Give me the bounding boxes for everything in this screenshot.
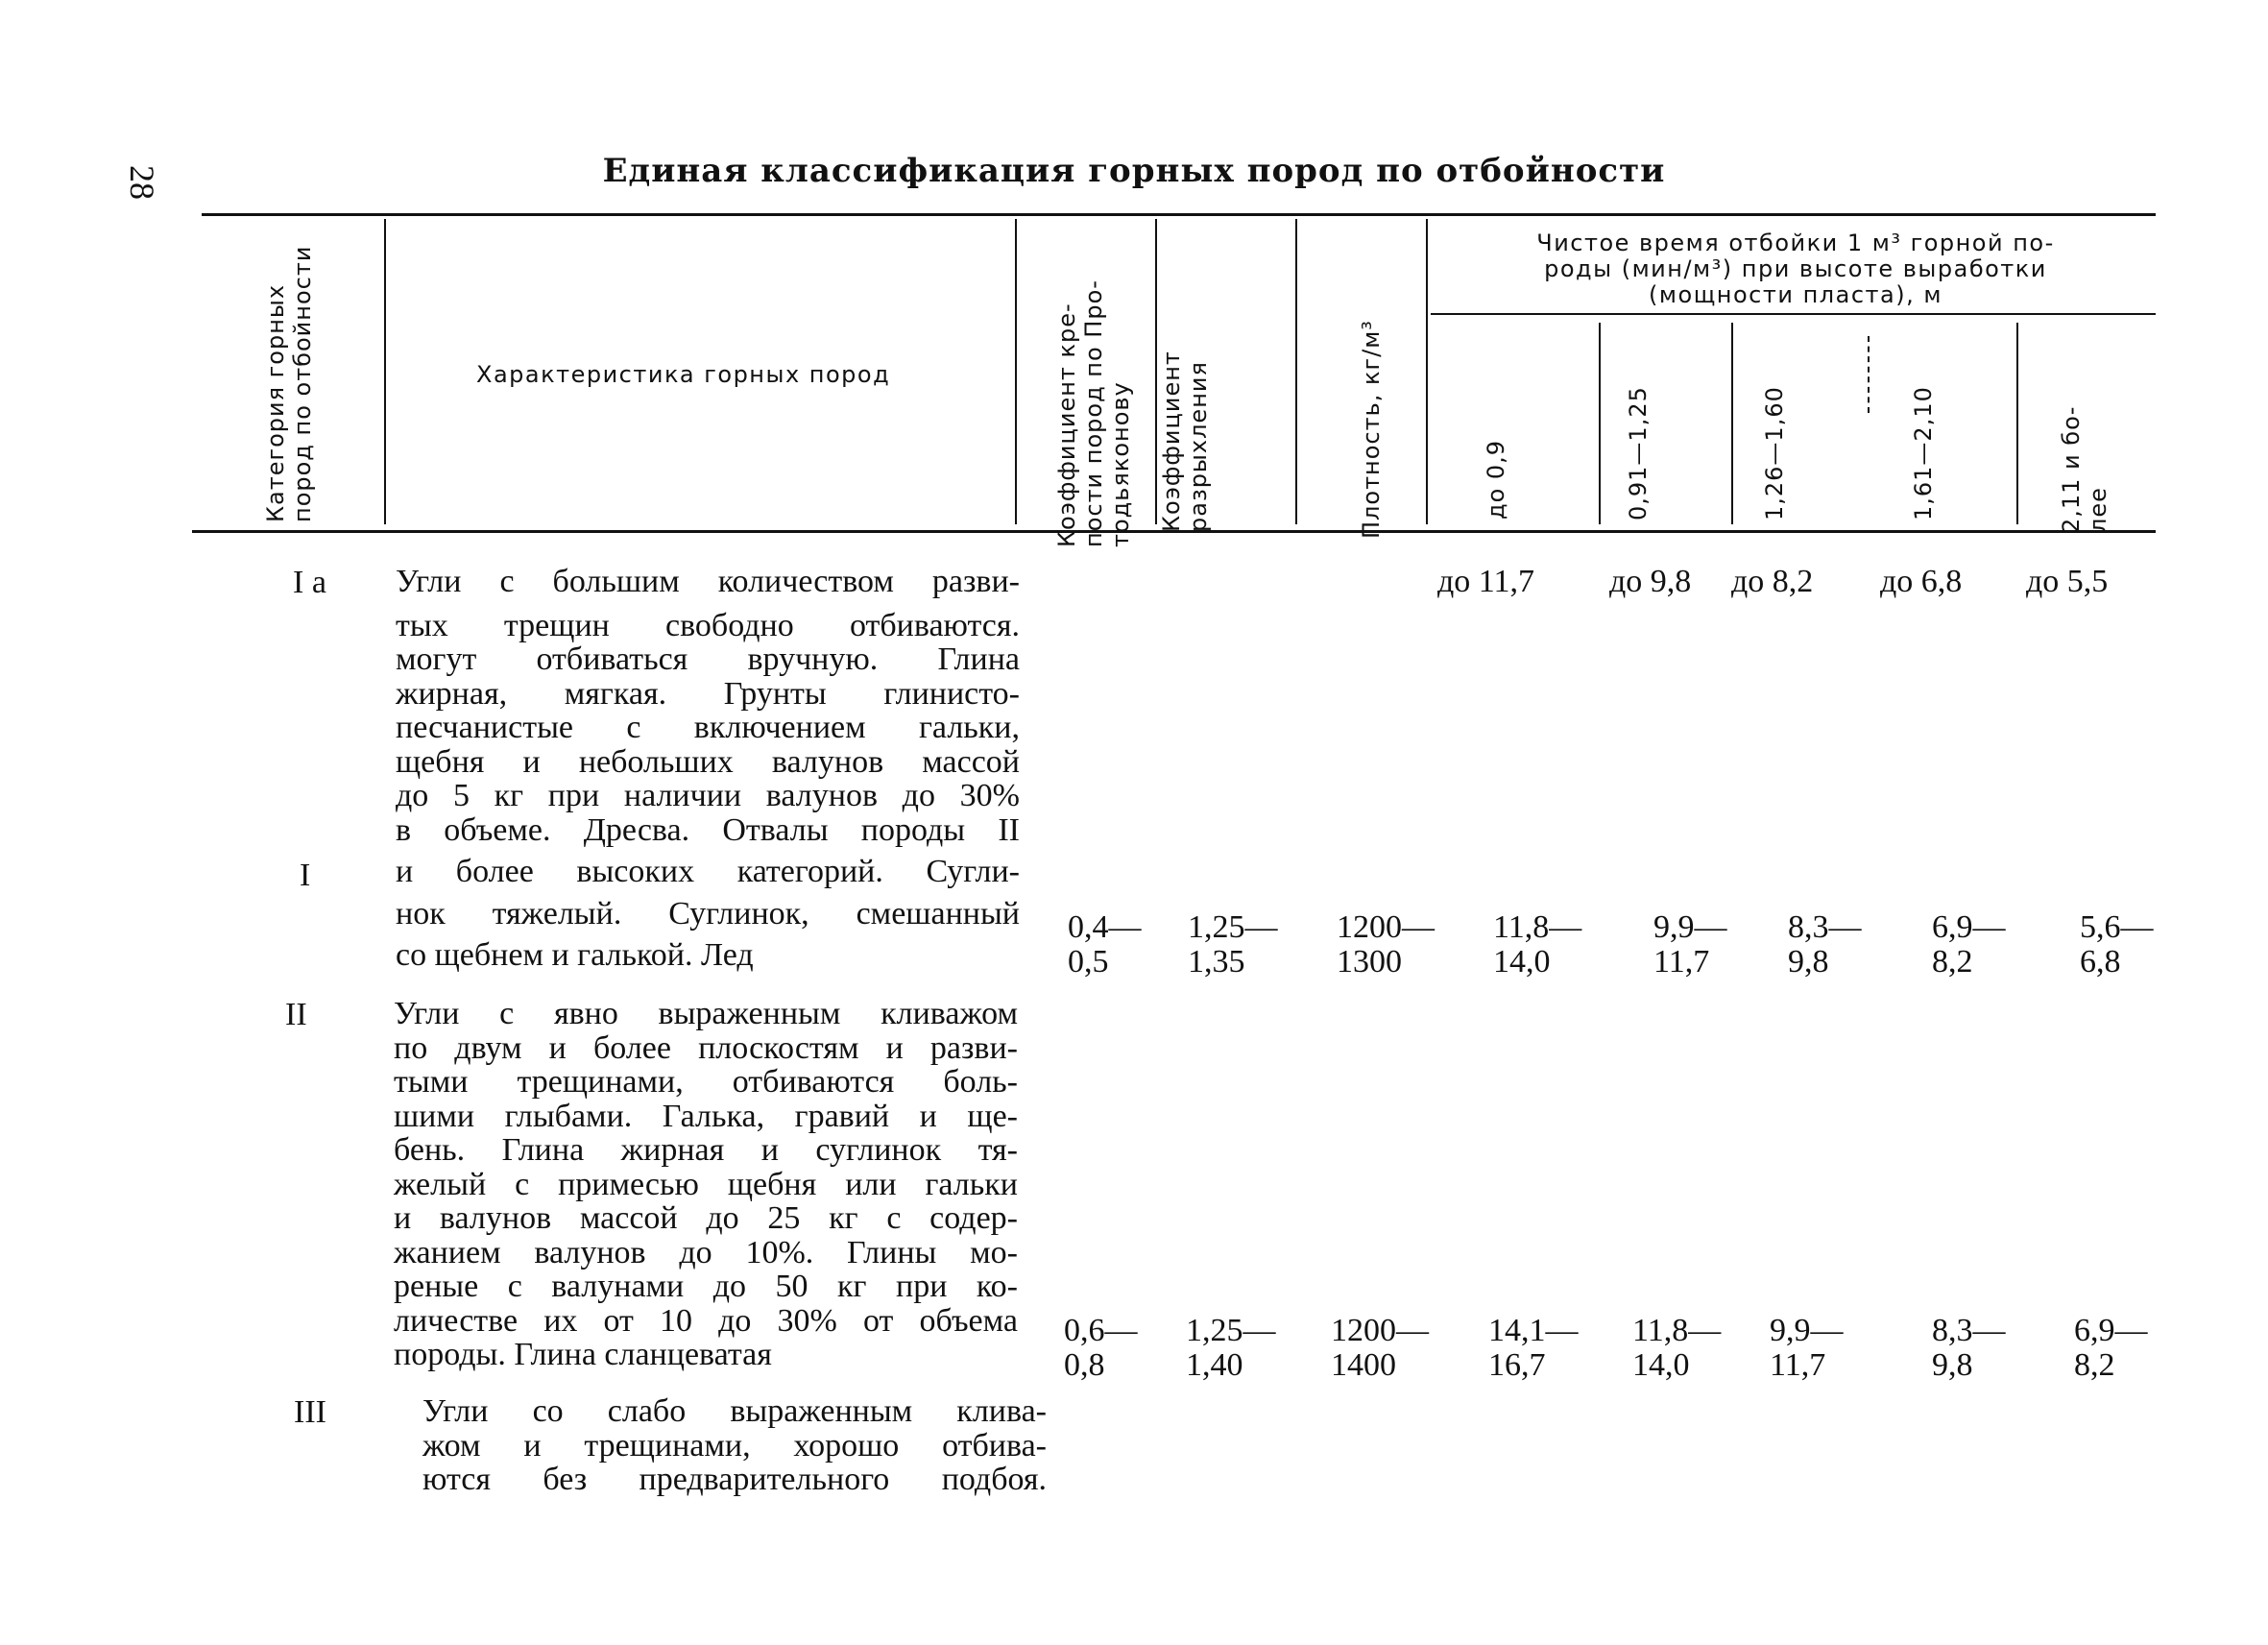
row-2-density: 1200— 1400 — [1331, 1313, 1429, 1383]
row-2-time-4: 8,3— 9,8 — [1932, 1313, 2006, 1383]
col-sep-3 — [1155, 219, 1157, 524]
row-1-top-time-1: до 11,7 — [1437, 564, 1535, 599]
row-2-time-3: 9,9— 11,7 — [1770, 1313, 1844, 1383]
row-1-top-time-5: до 5,5 — [2026, 564, 2109, 599]
category-ia: I а — [293, 565, 326, 600]
header-category: Категория горных пород по отбойности — [262, 245, 316, 522]
header-time-col-4: 1,61—2,10 — [1910, 386, 1937, 520]
col-sep-1 — [384, 219, 386, 524]
row-1-description: Угли с большим количеством разви- тых трещин свободно отбиваются. могут отбиваться вручную. Глина жирная, мягкая. Грунты глинисто- песчанистые с включением гальки, щебня и небольших валунов массой до 5 кг при наличии валунов до 30% в объеме. Дресва. Отвалы породы II и более высоких категорий. Сугли- нок тяжелый. Суглинок, смешанный со щебнем и галькой. Лед — [396, 564, 1020, 973]
row-2-time-1: 14,1— 16,7 — [1488, 1313, 1579, 1383]
col-sep-5 — [1426, 219, 1428, 524]
col-sep-9 — [2016, 323, 2018, 524]
header-time-col-1: до 0,9 — [1483, 439, 1509, 520]
row-1-loosening: 1,25— 1,35 — [1188, 909, 1278, 980]
header-time-group: Чистое время отбойки 1 м³ горной по- роды (мин/м³) при высоте выработки (мощности пласта), м — [1536, 230, 2055, 308]
row-2-strength: 0,6— 0,8 — [1064, 1313, 1138, 1383]
row-1-strength: 0,4— 0,5 — [1068, 909, 1142, 980]
row-1-time-5: 5,6— 6,8 — [2080, 909, 2154, 980]
row-1-time-4: 6,9— 8,2 — [1932, 909, 2006, 980]
time-group-rule — [1431, 313, 2156, 315]
header-top-rule — [202, 213, 2156, 216]
row-2-description: Угли с явно выраженным кливажом по двум и более плоскостям и разви- тыми трещинами, отбиваются боль- шими глыбами. Галька, гравий и ще- бень. Глина жирная и суглинок тя- желый с примесью щебня или гальки и валунов массой до 25 кг с содер- жанием валунов до 10%. Глины мо- реные с валунами до 50 кг при ко- личестве их от 10 до 30% от объема породы. Глина сланцеватая — [394, 996, 1018, 1372]
header-strength: Коэффициент кре- пости пород по Про- тодьяконову — [1053, 279, 1134, 547]
header-loosening: Коэффициент разрыхления — [1158, 351, 1212, 532]
row-1-density: 1200— 1300 — [1337, 909, 1435, 980]
header-time-col-2: 0,91—1,25 — [1625, 386, 1652, 520]
row-1-time-2: 9,9— 11,7 — [1653, 909, 1727, 980]
header-density: Плотность, кг/м³ — [1358, 320, 1385, 539]
row-2-loosening: 1,25— 1,40 — [1186, 1313, 1276, 1383]
category-ii: II — [285, 997, 307, 1032]
category-i: I — [300, 858, 311, 893]
col-sep-7 — [1731, 323, 1733, 524]
page-number: 28 — [123, 165, 161, 200]
category-iii: III — [294, 1394, 326, 1430]
header-time-col-3: 1,26—1,60 — [1761, 386, 1788, 520]
col-sep-8 — [1868, 336, 1870, 413]
row-3-description: Угли со слабо выраженным клива- жом и трещинами, хорошо отбива- ются без предварительного подбоя. — [422, 1393, 1047, 1497]
row-1-top-time-3: до 8,2 — [1731, 564, 1814, 599]
col-sep-6 — [1599, 323, 1601, 524]
page-title: Единая классификация горных пород по отбойности — [602, 152, 1666, 190]
header-time-col-5: 2,11 и бо- лее — [2058, 405, 2111, 533]
col-sep-4 — [1295, 219, 1297, 524]
row-2-time-5: 6,9— 8,2 — [2074, 1313, 2148, 1383]
row-1-top-time-2: до 9,8 — [1609, 564, 1692, 599]
row-2-time-2: 11,8— 14,0 — [1632, 1313, 1722, 1383]
row-1-top-time-4: до 6,8 — [1880, 564, 1963, 599]
header-characteristic: Характеристика горных пород — [476, 361, 891, 388]
row-1-time-1: 11,8— 14,0 — [1493, 909, 1582, 980]
col-sep-2 — [1015, 219, 1017, 524]
row-1-time-3: 8,3— 9,8 — [1788, 909, 1862, 980]
